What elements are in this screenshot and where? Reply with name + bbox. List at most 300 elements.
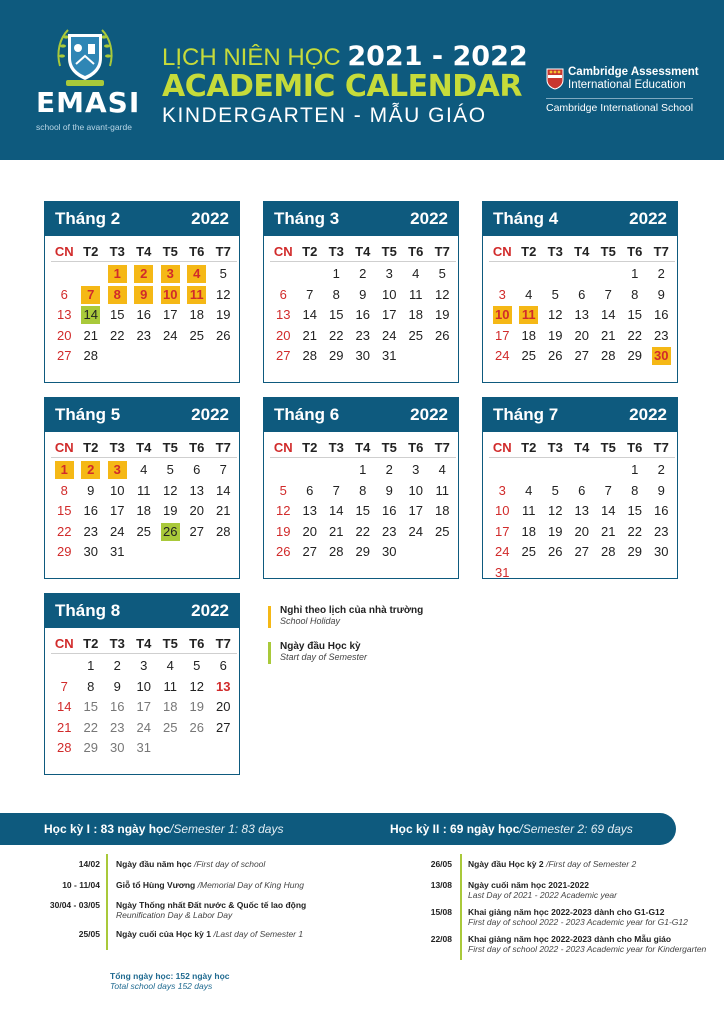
weekday-label: T5 bbox=[157, 242, 184, 262]
event-date: 10 - 11/04 bbox=[62, 880, 100, 890]
day-cell: 11 bbox=[409, 286, 423, 302]
day-cell: 16 bbox=[654, 503, 669, 518]
day-cell: 14 bbox=[78, 306, 105, 327]
weekday-label: T4 bbox=[131, 242, 158, 262]
day-cell: 6 bbox=[219, 658, 227, 673]
day-cell: 25 bbox=[435, 523, 450, 539]
weekday-label: T5 bbox=[157, 438, 184, 458]
semester-2-vi: Học kỳ II : 69 ngày học bbox=[390, 822, 520, 836]
day-cell: 4 bbox=[438, 462, 446, 477]
weekday-label: T3 bbox=[323, 438, 350, 458]
event-date: 14/02 bbox=[78, 859, 100, 869]
day-cell: 11 bbox=[137, 482, 151, 498]
day-cell: 28 bbox=[57, 740, 72, 755]
day-cell: 13 bbox=[574, 307, 589, 322]
empty-day-cell bbox=[595, 265, 622, 286]
empty-day-cell bbox=[542, 265, 569, 286]
weekday-label: CN bbox=[51, 438, 78, 458]
event-date: 15/08 bbox=[430, 907, 452, 917]
day-cell: 17 bbox=[110, 503, 125, 518]
day-cell: 12 bbox=[163, 482, 178, 498]
empty-day-cell bbox=[78, 265, 105, 286]
event-item: Ngày cuối của Học kỳ 1 /Last day of Semester 1 bbox=[116, 929, 304, 939]
weekday-label: T4 bbox=[131, 438, 158, 458]
month-header bbox=[483, 398, 677, 432]
day-cell: 29 bbox=[627, 348, 642, 363]
day-cell: 23 bbox=[654, 327, 669, 343]
day-cell: 19 bbox=[163, 503, 178, 518]
day-cell: 9 bbox=[657, 482, 665, 498]
day-cell: 10 bbox=[495, 503, 510, 518]
day-cell: 9 bbox=[657, 286, 665, 302]
weekday-label: T6 bbox=[184, 634, 211, 654]
weekday-label: T3 bbox=[104, 634, 131, 654]
weekday-label: T6 bbox=[403, 438, 430, 458]
semester-1-vi: Học kỳ I : 83 ngày học bbox=[44, 822, 171, 836]
day-cell: 15 bbox=[329, 307, 344, 322]
day-cell: 19 bbox=[548, 523, 563, 539]
weekday-label: T7 bbox=[210, 242, 237, 262]
day-cell: 19 bbox=[548, 327, 563, 343]
weekday-label: T7 bbox=[648, 242, 675, 262]
legend-holiday-en: School Holiday bbox=[280, 616, 341, 626]
day-cell: 23 bbox=[654, 523, 669, 539]
day-cell: 10 bbox=[382, 286, 397, 302]
day-cell: 9 bbox=[359, 286, 367, 302]
day-cell: 9 bbox=[131, 286, 158, 307]
day-cell: 25 bbox=[136, 523, 151, 539]
title-year: 2021 - 2022 bbox=[347, 41, 528, 72]
day-cell: 29 bbox=[83, 740, 98, 755]
day-cell: 3 bbox=[140, 658, 148, 673]
day-cell: 8 bbox=[60, 482, 68, 498]
day-cell: 10 bbox=[489, 306, 516, 327]
school-name: EMASI bbox=[36, 86, 141, 119]
day-cell: 8 bbox=[359, 482, 367, 498]
weekday-label: T2 bbox=[78, 438, 105, 458]
day-cell: 12 bbox=[548, 307, 563, 322]
day-cell: 26 bbox=[276, 544, 291, 559]
day-cell: 23 bbox=[136, 327, 151, 343]
month-name: Tháng 2 bbox=[55, 209, 121, 228]
day-cell: 9 bbox=[385, 482, 393, 498]
day-cell: 30 bbox=[654, 544, 669, 559]
weekday-label: T2 bbox=[516, 242, 543, 262]
day-cell: 10 bbox=[110, 482, 125, 498]
day-cell: 16 bbox=[355, 307, 370, 322]
month-calendar bbox=[482, 397, 678, 579]
weekday-label: T5 bbox=[595, 242, 622, 262]
empty-day-cell bbox=[595, 461, 622, 482]
day-cell: 20 bbox=[189, 503, 204, 518]
semester-2-summary bbox=[390, 822, 633, 836]
weekday-label: CN bbox=[489, 438, 516, 458]
day-cell: 25 bbox=[521, 544, 536, 559]
weekday-label: T7 bbox=[210, 438, 237, 458]
day-cell: 6 bbox=[578, 482, 586, 498]
day-cell: 5 bbox=[193, 658, 201, 673]
day-cell: 4 bbox=[140, 462, 148, 477]
day-cell: 3 bbox=[498, 482, 506, 498]
day-cell: 1 bbox=[87, 658, 95, 673]
day-cell: 14 bbox=[57, 699, 72, 714]
day-cell: 8 bbox=[87, 678, 95, 694]
day-cell: 29 bbox=[355, 544, 370, 559]
empty-day-cell bbox=[516, 461, 543, 482]
title-block bbox=[162, 41, 532, 129]
day-cell: 26 bbox=[157, 523, 184, 544]
day-cell: 12 bbox=[435, 286, 450, 302]
weekday-label: T4 bbox=[131, 634, 158, 654]
day-cell: 17 bbox=[495, 327, 510, 343]
month-header bbox=[45, 594, 239, 628]
month-year: 2022 bbox=[410, 405, 448, 424]
empty-day-cell bbox=[569, 265, 596, 286]
weekday-label: CN bbox=[51, 242, 78, 262]
day-cell: 4 bbox=[184, 265, 211, 286]
empty-day-cell bbox=[323, 461, 350, 482]
day-cell: 3 bbox=[412, 462, 420, 477]
day-grid bbox=[489, 242, 671, 368]
day-cell: 6 bbox=[578, 286, 586, 302]
month-header bbox=[45, 202, 239, 236]
month-calendar bbox=[44, 593, 240, 775]
header-banner bbox=[0, 0, 724, 160]
day-grid bbox=[489, 438, 671, 584]
weekday-label: T5 bbox=[376, 438, 403, 458]
weekday-label: T2 bbox=[78, 242, 105, 262]
day-cell: 27 bbox=[276, 348, 291, 363]
day-cell: 21 bbox=[302, 327, 317, 343]
day-cell: 21 bbox=[601, 523, 616, 539]
day-cell: 21 bbox=[83, 327, 98, 343]
empty-day-cell bbox=[297, 265, 324, 286]
day-cell: 8 bbox=[631, 286, 639, 302]
day-cell: 28 bbox=[601, 544, 616, 559]
day-cell: 21 bbox=[601, 327, 616, 343]
day-cell: 7 bbox=[604, 286, 612, 302]
weekday-label: T4 bbox=[350, 438, 377, 458]
day-cell: 7 bbox=[78, 286, 105, 307]
day-cell: 23 bbox=[382, 523, 397, 539]
day-cell: 18 bbox=[136, 503, 151, 518]
day-cell: 16 bbox=[110, 699, 125, 714]
day-cell: 10 bbox=[136, 678, 151, 694]
day-cell: 19 bbox=[276, 523, 291, 539]
month-header bbox=[483, 202, 677, 236]
day-cell: 28 bbox=[329, 544, 344, 559]
day-cell: 4 bbox=[412, 266, 420, 281]
day-cell: 6 bbox=[306, 482, 314, 498]
day-cell: 2 bbox=[657, 266, 665, 281]
day-cell: 25 bbox=[189, 327, 204, 343]
day-cell: 13 bbox=[276, 307, 291, 322]
weekday-label: T7 bbox=[648, 438, 675, 458]
day-cell: 5 bbox=[166, 462, 174, 477]
day-cell: 15 bbox=[355, 503, 370, 518]
day-cell: 11 bbox=[184, 286, 211, 307]
cambridge-shield-icon bbox=[546, 68, 564, 90]
day-cell: 2 bbox=[359, 266, 367, 281]
event-item: Giỗ tổ Hùng Vương /Memorial Day of King Hung bbox=[116, 880, 304, 890]
day-cell: 20 bbox=[57, 327, 72, 343]
weekday-label: T5 bbox=[595, 438, 622, 458]
event-item: Khai giảng năm học 2022-2023 dành cho G1-G12 First day of school 2022 - 2023 Academic year for G1-G12 bbox=[468, 907, 688, 927]
day-cell: 30 bbox=[83, 544, 98, 559]
month-header bbox=[264, 398, 458, 432]
weekday-label: T5 bbox=[376, 242, 403, 262]
day-cell: 16 bbox=[654, 307, 669, 322]
day-cell: 29 bbox=[57, 544, 72, 559]
empty-day-cell bbox=[516, 265, 543, 286]
day-cell: 26 bbox=[189, 719, 204, 735]
day-cell: 3 bbox=[498, 286, 506, 302]
day-cell: 9 bbox=[113, 678, 121, 694]
day-cell: 24 bbox=[495, 544, 510, 559]
event-item: Ngày cuối năm học 2021-2022 Last Day of 2021 - 2022 Academic year bbox=[468, 880, 617, 900]
event-date: 13/08 bbox=[430, 880, 452, 890]
day-cell: 31 bbox=[110, 544, 125, 559]
day-grid bbox=[51, 634, 233, 760]
day-cell: 23 bbox=[110, 719, 125, 735]
legend-item-holiday bbox=[268, 605, 488, 641]
day-cell: 13 bbox=[189, 482, 204, 498]
day-cell: 5 bbox=[551, 286, 559, 302]
events-left-divider bbox=[106, 854, 108, 950]
day-cell: 17 bbox=[382, 307, 397, 322]
day-cell: 15 bbox=[83, 699, 98, 714]
weekday-label: T6 bbox=[184, 242, 211, 262]
day-cell: 1 bbox=[104, 265, 131, 286]
day-cell: 2 bbox=[131, 265, 158, 286]
day-grid bbox=[51, 242, 233, 368]
day-cell: 24 bbox=[163, 327, 178, 343]
day-cell: 13 bbox=[302, 503, 317, 518]
day-cell: 16 bbox=[136, 307, 151, 322]
event-item: Khai giảng năm học 2022-2023 dành cho Mẫu giáo First day of school 2022 - 2023 Academic year for Kindergarten bbox=[468, 934, 707, 954]
month-name: Tháng 4 bbox=[493, 209, 559, 228]
day-cell: 6 bbox=[193, 462, 201, 477]
day-cell: 1 bbox=[359, 462, 367, 477]
day-cell: 18 bbox=[163, 699, 178, 714]
month-calendar bbox=[44, 397, 240, 579]
empty-day-cell bbox=[297, 461, 324, 482]
day-cell: 29 bbox=[627, 544, 642, 559]
month-header bbox=[264, 202, 458, 236]
day-cell: 5 bbox=[279, 482, 287, 498]
month-header bbox=[45, 398, 239, 432]
empty-day-cell bbox=[270, 265, 297, 286]
day-cell: 26 bbox=[548, 348, 563, 363]
day-cell: 28 bbox=[216, 523, 231, 539]
event-date: 26/05 bbox=[430, 859, 452, 869]
day-cell: 22 bbox=[83, 719, 98, 735]
day-cell: 2 bbox=[385, 462, 393, 477]
day-cell: 4 bbox=[525, 482, 533, 498]
day-cell: 1 bbox=[631, 462, 639, 477]
empty-day-cell bbox=[489, 265, 516, 286]
day-cell: 21 bbox=[57, 719, 72, 735]
cambridge-line2: International Education bbox=[568, 79, 686, 91]
day-cell: 4 bbox=[525, 286, 533, 302]
day-cell: 1 bbox=[631, 266, 639, 281]
day-cell: 2 bbox=[657, 462, 665, 477]
day-cell: 14 bbox=[601, 307, 616, 322]
weekday-label: T2 bbox=[516, 438, 543, 458]
day-cell: 20 bbox=[574, 523, 589, 539]
day-cell: 26 bbox=[548, 544, 563, 559]
day-cell: 25 bbox=[521, 348, 536, 363]
day-cell: 24 bbox=[408, 523, 423, 539]
total-school-days bbox=[110, 971, 230, 991]
day-cell: 7 bbox=[332, 482, 340, 498]
month-year: 2022 bbox=[191, 601, 229, 620]
month-calendar bbox=[263, 397, 459, 579]
day-cell: 11 bbox=[516, 306, 543, 327]
day-cell: 21 bbox=[216, 503, 231, 518]
weekday-label: CN bbox=[51, 634, 78, 654]
weekday-label: T6 bbox=[184, 438, 211, 458]
empty-day-cell bbox=[51, 657, 78, 678]
day-cell: 20 bbox=[302, 523, 317, 539]
day-cell: 23 bbox=[83, 523, 98, 539]
month-year: 2022 bbox=[191, 209, 229, 228]
day-cell: 12 bbox=[548, 503, 563, 518]
day-cell: 15 bbox=[57, 503, 72, 518]
day-cell: 6 bbox=[60, 286, 68, 302]
school-crest-icon bbox=[54, 26, 116, 90]
day-cell: 24 bbox=[110, 523, 125, 539]
day-cell: 5 bbox=[219, 266, 227, 281]
empty-day-cell bbox=[51, 265, 78, 286]
weekday-label: T3 bbox=[104, 438, 131, 458]
event-date: 30/04 - 03/05 bbox=[49, 900, 100, 910]
weekday-label: T2 bbox=[297, 438, 324, 458]
day-cell: 15 bbox=[627, 503, 642, 518]
event-item: Ngày Thống nhất Đất nước & Quốc tế lao động Reunification Day & Labor Day bbox=[116, 900, 307, 920]
day-cell: 10 bbox=[157, 286, 184, 307]
month-name: Tháng 3 bbox=[274, 209, 340, 228]
day-cell: 15 bbox=[627, 307, 642, 322]
day-cell: 22 bbox=[329, 327, 344, 343]
day-cell: 19 bbox=[435, 307, 450, 322]
month-name: Tháng 8 bbox=[55, 601, 121, 620]
month-name: Tháng 6 bbox=[274, 405, 340, 424]
day-cell: 26 bbox=[435, 327, 450, 343]
day-cell: 7 bbox=[60, 678, 68, 694]
day-grid bbox=[270, 438, 452, 564]
day-cell: 18 bbox=[189, 307, 204, 322]
total-en: Total school days 152 days bbox=[110, 981, 213, 991]
day-cell: 30 bbox=[648, 347, 675, 368]
day-cell: 14 bbox=[329, 503, 344, 518]
day-cell: 10 bbox=[408, 482, 423, 498]
semester-1-summary bbox=[44, 822, 283, 836]
day-cell: 2 bbox=[78, 461, 105, 482]
title-en: ACADEMIC CALENDAR bbox=[162, 69, 522, 104]
month-calendar bbox=[44, 201, 240, 383]
day-cell: 31 bbox=[495, 564, 510, 580]
month-name: Tháng 7 bbox=[493, 405, 559, 424]
semester-2-en: /Semester 2: 69 days bbox=[519, 822, 633, 836]
day-cell: 11 bbox=[435, 482, 449, 498]
day-cell: 22 bbox=[57, 523, 72, 539]
total-vi: Tổng ngày học: 152 ngày học bbox=[110, 971, 230, 981]
legend-item-semester bbox=[268, 641, 488, 677]
day-cell: 12 bbox=[276, 503, 291, 518]
weekday-label: T6 bbox=[622, 242, 649, 262]
day-cell: 27 bbox=[57, 348, 72, 363]
day-cell: 4 bbox=[166, 658, 174, 673]
day-cell: 28 bbox=[601, 348, 616, 363]
day-cell: 24 bbox=[136, 719, 151, 735]
day-cell: 14 bbox=[601, 503, 616, 518]
weekday-label: CN bbox=[270, 438, 297, 458]
subtitle: KINDERGARTEN - MẪU GIÁO bbox=[162, 104, 487, 127]
day-cell: 31 bbox=[382, 348, 397, 363]
day-cell: 5 bbox=[551, 482, 559, 498]
day-cell: 27 bbox=[574, 544, 589, 559]
day-cell: 7 bbox=[306, 286, 314, 302]
day-cell: 27 bbox=[189, 523, 204, 539]
day-cell: 25 bbox=[163, 719, 178, 735]
day-cell: 29 bbox=[329, 348, 344, 363]
legend-semester-vi: Ngày đầu Học kỳ bbox=[280, 641, 361, 652]
month-year: 2022 bbox=[629, 405, 667, 424]
event-date: 22/08 bbox=[430, 934, 452, 944]
day-cell: 27 bbox=[216, 719, 231, 735]
month-calendar bbox=[482, 201, 678, 383]
day-cell: 20 bbox=[574, 327, 589, 343]
weekday-label: T2 bbox=[297, 242, 324, 262]
day-cell: 27 bbox=[302, 544, 317, 559]
weekday-label: T4 bbox=[350, 242, 377, 262]
month-calendar bbox=[263, 201, 459, 383]
semester-1-en: /Semester 1: 83 days bbox=[170, 822, 284, 836]
day-cell: 28 bbox=[302, 348, 317, 363]
month-year: 2022 bbox=[191, 405, 229, 424]
day-cell: 30 bbox=[355, 348, 370, 363]
month-year: 2022 bbox=[629, 209, 667, 228]
cambridge-line1: Cambridge Assessment bbox=[568, 66, 699, 78]
semester-band bbox=[0, 813, 676, 845]
day-cell: 14 bbox=[302, 307, 317, 322]
day-cell: 23 bbox=[355, 327, 370, 343]
weekday-label: T5 bbox=[157, 634, 184, 654]
day-cell: 20 bbox=[216, 699, 231, 714]
day-cell: 30 bbox=[110, 740, 125, 755]
cambridge-line3: Cambridge International School bbox=[546, 98, 693, 114]
day-cell: 18 bbox=[408, 307, 423, 322]
day-cell: 3 bbox=[104, 461, 131, 482]
day-cell: 26 bbox=[216, 327, 231, 343]
day-cell: 9 bbox=[87, 482, 95, 498]
day-cell: 8 bbox=[104, 286, 131, 307]
day-cell: 22 bbox=[627, 523, 642, 539]
weekday-label: T4 bbox=[569, 438, 596, 458]
day-cell: 16 bbox=[382, 503, 397, 518]
day-cell: 12 bbox=[189, 678, 204, 694]
empty-day-cell bbox=[569, 461, 596, 482]
weekday-label: T3 bbox=[542, 242, 569, 262]
day-cell: 13 bbox=[216, 678, 231, 694]
weekday-label: T3 bbox=[323, 242, 350, 262]
day-cell: 19 bbox=[216, 307, 231, 322]
day-grid bbox=[51, 438, 233, 564]
legend bbox=[268, 605, 488, 677]
day-cell: 8 bbox=[332, 286, 340, 302]
weekday-label: T6 bbox=[403, 242, 430, 262]
